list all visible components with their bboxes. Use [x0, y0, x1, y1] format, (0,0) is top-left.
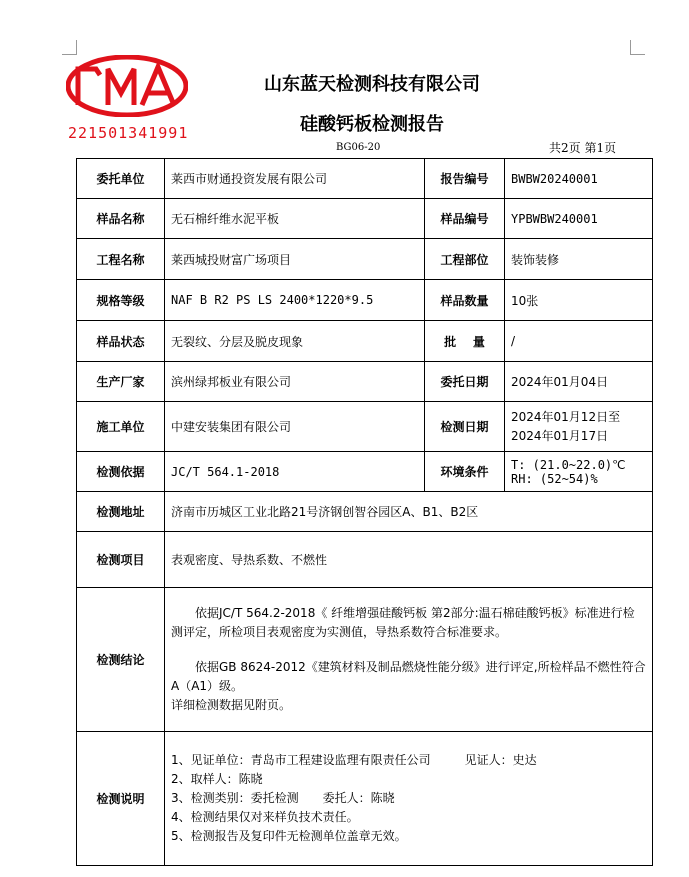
construction-value: 中建安装集团有限公司 [165, 402, 425, 452]
report-table [76, 158, 653, 866]
batch-label: 批 量 [425, 321, 505, 362]
test-date-value [505, 402, 653, 452]
sample-no-value: YPBWBW240001 [505, 199, 653, 239]
test-date-start: 2024年01月12日至 [511, 409, 621, 424]
env-temperature: T: (21.0~22.0)℃ [511, 457, 626, 472]
batch-value: / [505, 321, 653, 362]
quantity-label: 样品数量 [425, 280, 505, 321]
conclusion-label: 检测结论 [77, 588, 165, 732]
note-3-client: 委托人：陈晓 [322, 791, 395, 805]
report-title: 硅酸钙板检测报告 [300, 114, 444, 135]
doc-code: BG06-20 [336, 142, 381, 153]
project-label: 工程名称 [77, 239, 165, 280]
table-row [77, 588, 653, 732]
items-value: 表观密度、导热系数、不燃性 [165, 532, 653, 588]
table-row [77, 402, 653, 452]
note-5: 5、检测报告及复印件无检测单位盖章无效。 [171, 829, 407, 843]
note-2: 2、取样人：陈晓 [171, 772, 263, 786]
basis-label: 检测依据 [77, 452, 165, 492]
notes-label: 检测说明 [77, 732, 165, 866]
table-row [77, 492, 653, 532]
manufacturer-label: 生产厂家 [77, 362, 165, 402]
table-row [77, 159, 653, 199]
spec-label: 规格等级 [77, 280, 165, 321]
note-4: 4、检测结果仅对来样负技术责任。 [171, 810, 359, 824]
note-1-witness: 见证人：史达 [464, 753, 537, 767]
page-info: 共2页 第1页 [549, 141, 617, 155]
table-row [77, 732, 653, 866]
table-row [77, 532, 653, 588]
manufacturer-value: 滨州绿邦板业有限公司 [165, 362, 425, 402]
cma-code: 221501341991 [68, 124, 189, 142]
conclusion-para-1: 依据JC/T 564.2-2018《 纤维增强硅酸钙板 第2部分:温石棉硅酸钙板》标准进行检测评定，所检项目表观密度为实测值，导热系数符合标准要求。 [171, 606, 635, 639]
status-label: 样品状态 [77, 321, 165, 362]
conclusion-para-2: 依据GB 8624-2012《建筑材料及制品燃烧性能分级》进行评定,所检样品不燃性符合A（A1）级。 [171, 660, 646, 693]
table-row [77, 199, 653, 239]
table-row [77, 239, 653, 280]
table-row [77, 362, 653, 402]
project-part-label: 工程部位 [425, 239, 505, 280]
env-humidity: RH: (52~54)% [511, 471, 598, 486]
notes-value [165, 732, 653, 866]
status-value: 无裂纹、分层及脱皮现象 [165, 321, 425, 362]
report-no-value: BWBW20240001 [505, 159, 653, 199]
crop-mark-top-right [630, 40, 645, 55]
company-name: 山东蓝天检测科技有限公司 [264, 74, 480, 95]
crop-mark-top-left [62, 40, 77, 55]
entrust-date-value: 2024年01月04日 [505, 362, 653, 402]
conclusion-value [165, 588, 653, 732]
note-1-witness-unit: 1、见证单位：青岛市工程建设监理有限责任公司 [171, 753, 431, 767]
sample-no-label: 样品编号 [425, 199, 505, 239]
entrust-date-label: 委托日期 [425, 362, 505, 402]
items-label: 检测项目 [77, 532, 165, 588]
sample-name-label: 样品名称 [77, 199, 165, 239]
note-3-type: 3、检测类别：委托检测 [171, 791, 299, 805]
table-row [77, 280, 653, 321]
cma-logo [66, 55, 188, 117]
test-date-end: 2024年01月17日 [511, 428, 609, 443]
test-date-label: 检测日期 [425, 402, 505, 452]
project-part-value: 装饰装修 [505, 239, 653, 280]
env-value [505, 452, 653, 492]
spec-value: NAF B R2 PS LS 2400*1220*9.5 [165, 280, 425, 321]
client-value: 莱西市财通投资发展有限公司 [165, 159, 425, 199]
table-row [77, 321, 653, 362]
env-label: 环境条件 [425, 452, 505, 492]
basis-value: JC/T 564.1-2018 [165, 452, 425, 492]
table-row [77, 452, 653, 492]
project-value: 莱西城投财富广场项目 [165, 239, 425, 280]
address-value: 济南市历城区工业北路21号济钢创智谷园区A、B1、B2区 [165, 492, 653, 532]
client-label: 委托单位 [77, 159, 165, 199]
quantity-value: 10张 [505, 280, 653, 321]
conclusion-para-3: 详细检测数据见附页。 [171, 698, 292, 712]
construction-label: 施工单位 [77, 402, 165, 452]
report-no-label: 报告编号 [425, 159, 505, 199]
address-label: 检测地址 [77, 492, 165, 532]
sample-name-value: 无石棉纤维水泥平板 [165, 199, 425, 239]
